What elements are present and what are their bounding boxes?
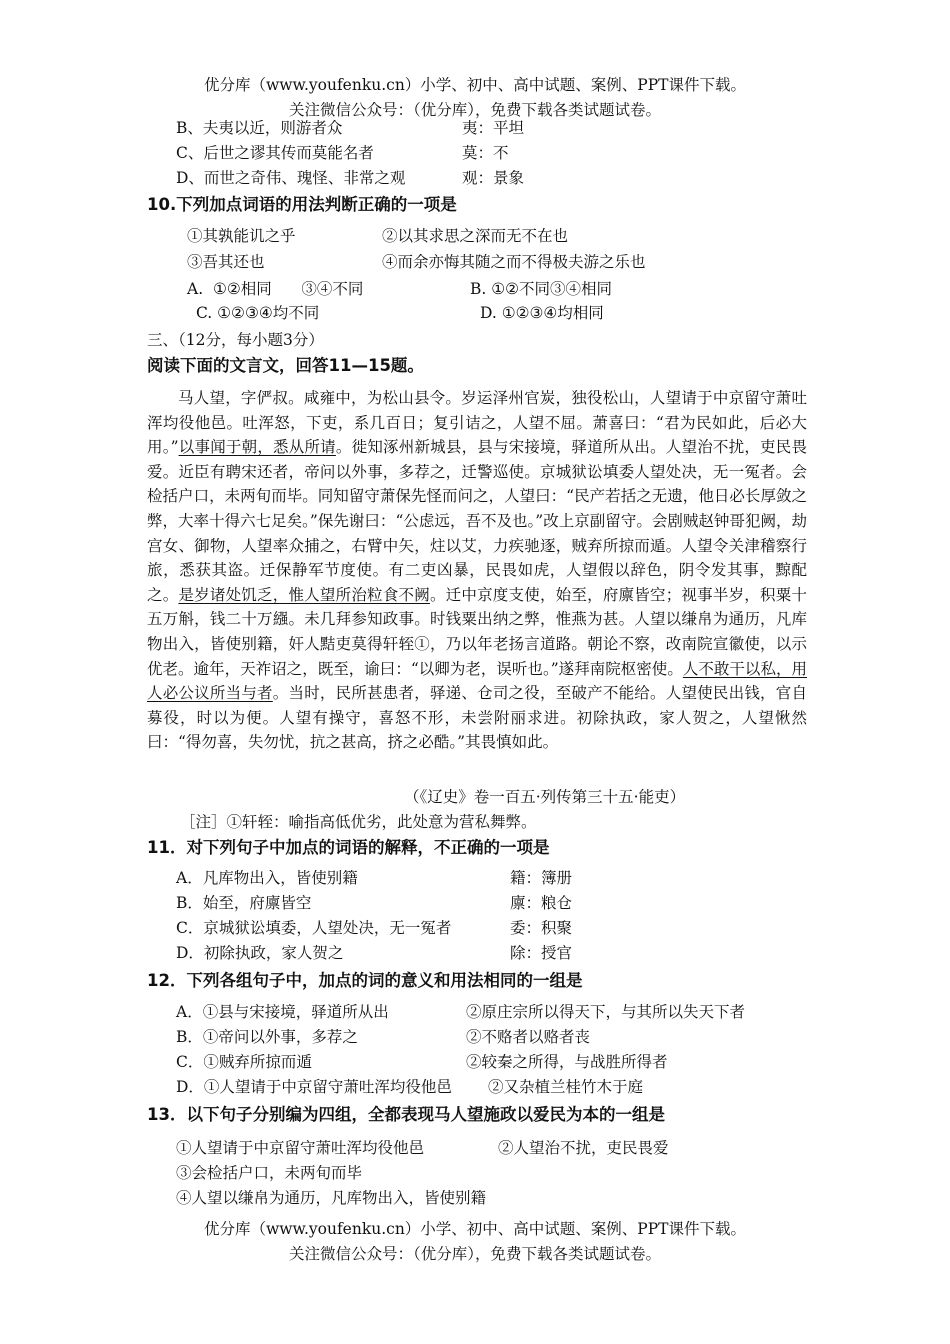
q12-option-d-2: ②又杂植兰桂竹木于庭 (488, 1078, 644, 1096)
underlined-sentence-1: 以事闻于朝，悉从所请 (178, 438, 336, 457)
q11-option-c: C．京城狱讼填委，人望处决，无一冤者 (176, 919, 452, 937)
passage-part-4: 。当时，民所甚患者，驿递、仓司之役，至破产不能给。人望使民出钱，官自募役，时以为便。人望有操守，喜怒不形，未尝附丽求进。初除执政，家人贺之，人望愀然曰：“得勿喜，失勿忧，抗之甚高，挤之必酷。”其畏慎如此。 (147, 684, 807, 752)
q9-option-b: B、夫夷以近，则游者众 (176, 119, 343, 137)
q9-option-d-gloss: 观：景象 (462, 169, 525, 187)
q10-sentence-4: ④而余亦悔其随之而不得极夫游之乐也 (382, 253, 646, 271)
q11-option-d: D．初除执政，家人贺之 (176, 944, 344, 962)
passage-part-2: 。徙知涿州新城县，县与宋接境，驿道所从出。人望治不扰，吏民畏爱。近臣有聘宋还者，帝问以外事，多荐之，迁警巡使。京城狱讼填委人望处决，无一冤者。会检括户口，未两旬而毕。同知留守萧保先怪而问之，人望曰：“民产若括之无遗，他日必长厚敛之弊，大率十得六七足矣。”保先谢曰：“公虑远，吾不及也。”改上京副留守。会剧贼赵钟哥犯阙，劫宫女、御物，人望率众捕之，右臂中矢，炷以艾，力疾驰逐，贼弃所掠而遁。人望令关津稽察行旅，悉获其盗。迁保静军节度使。有二吏凶暴，民畏如虎，人望假以辞色，阴令发其事，黥配之。 (147, 438, 807, 604)
q12-option-b-2: ②不赂者以赂者丧 (466, 1028, 591, 1046)
classical-passage (147, 386, 807, 755)
q13-sentence-2: ②人望治不扰，吏民畏爱 (498, 1139, 669, 1157)
q9-option-d: D、而世之奇伟、瑰怪、非常之观 (176, 169, 406, 187)
q13-sentence-3: ③会检括户口，未两旬而毕 (176, 1164, 363, 1182)
header-line-2: 关注微信公众号：（优分库），免费下载各类试题试卷。 (288, 101, 661, 119)
q9-option-c: C、后世之谬其传而莫能名者 (176, 144, 374, 162)
q12-option-c-2: ②较秦之所得，与战胜所得者 (466, 1053, 668, 1071)
q13-sentence-1: ①人望请于中京留守萧吐浑均役他邑 (176, 1139, 425, 1157)
q10-option-a: A. ①②相同 ③④不同 (187, 280, 364, 298)
underlined-sentence-3: 人不敢干以私，用人必公议所当与者 (147, 659, 807, 703)
q13-sentence-4: ④人望以缣帛为通历，凡库物出入，皆使别籍 (176, 1189, 487, 1207)
q11-title: 11．对下列句子中加点的词语的解释，不正确的一项是 (147, 838, 550, 857)
q9-option-b-gloss: 夷：平坦 (462, 119, 525, 137)
header-line-1: 优分库（www.youfenku.cn）小学、初中、高中试题、案例、PPT课件下载。 (203, 76, 747, 94)
q10-title: 10.下列加点词语的用法判断正确的一项是 (147, 195, 457, 214)
passage-part-3: 。迁中京度支使，始至，府廪皆空；视事半岁，积粟十五万斛，钱二十万繦。未几拜参知政事。时钱粟出纳之弊，惟燕为甚。人望以缣帛为通历，凡库物出入，皆使别籍，奸人黠吏莫得轩轾①，乃以年老扬言道路。朝论不察，改南院宣徽使，以示优老。逾年，天祚诏之，既至，谕曰：“以卿为老，误听也。”遂拜南院枢密使。 (147, 585, 807, 678)
q10-sentence-3: ③吾其还也 (187, 253, 265, 271)
q10-sentence-2: ②以其求思之深而无不在也 (382, 227, 569, 245)
q10-option-c: C. ①②③④均不同 (196, 304, 320, 322)
q13-title: 13．以下句子分别编为四组，全都表现马人望施政以爱民为本的一组是 (147, 1105, 665, 1124)
q12-option-b-1: B．①帝问以外事，多荐之 (176, 1028, 358, 1046)
q12-option-d-1: D．①人望请于中京留守萧吐浑均役他邑 (176, 1078, 452, 1096)
q12-option-a-2: ②原庄宗所以得天下，与其所以失天下者 (466, 1003, 746, 1021)
q11-option-b-gloss: 廪：粮仓 (510, 894, 573, 912)
q9-option-c-gloss: 莫：不 (462, 144, 509, 162)
footer-line-1: 优分库（www.youfenku.cn）小学、初中、高中试题、案例、PPT课件下载。 (203, 1220, 747, 1238)
q10-option-d: D. ①②③④均相同 (480, 304, 604, 322)
q10-sentence-1: ①其孰能讥之乎 (187, 227, 296, 245)
q10-option-b: B. ①②不同③④相同 (470, 280, 613, 298)
q11-option-b: B．始至，府廪皆空 (176, 894, 312, 912)
q12-option-a-1: A．①县与宋接境，驿道所从出 (176, 1003, 389, 1021)
q11-option-c-gloss: 委：积聚 (510, 919, 573, 937)
q11-option-d-gloss: 除：授官 (510, 944, 573, 962)
section-3-instruction: 阅读下面的文言文，回答11—15题。 (147, 356, 424, 375)
q12-title: 12．下列各组句子中，加点的词的意义和用法相同的一组是 (147, 971, 583, 990)
section-3-heading: 三、（12分，每小题3分） (147, 331, 324, 349)
passage-source: （《辽史》卷一百五·列传第三十五·能吏） (404, 788, 686, 806)
q11-option-a: A．凡库物出入，皆使别籍 (176, 869, 358, 887)
passage-part-1: 马人望，字俨叔。咸雍中，为松山县令。岁运泽州官炭，独役松山，人望请于中京留守萧吐浑均役他邑。吐浑怒，下吏，系几百日；复引诘之，人望不屈。萧喜曰：“君为民如此，后必大用。” (147, 389, 807, 457)
underlined-sentence-2: 是岁诸处饥乏，惟人望所治粒食不阙 (178, 585, 430, 604)
passage-note: ［注］①轩轾：喻指高低优劣，此处意为营私舞弊。 (180, 813, 537, 831)
q11-option-a-gloss: 籍：簿册 (510, 869, 573, 887)
q12-option-c-1: C．①贼弃所掠而遁 (176, 1053, 312, 1071)
footer-line-2: 关注微信公众号：（优分库），免费下载各类试题试卷。 (288, 1245, 661, 1263)
